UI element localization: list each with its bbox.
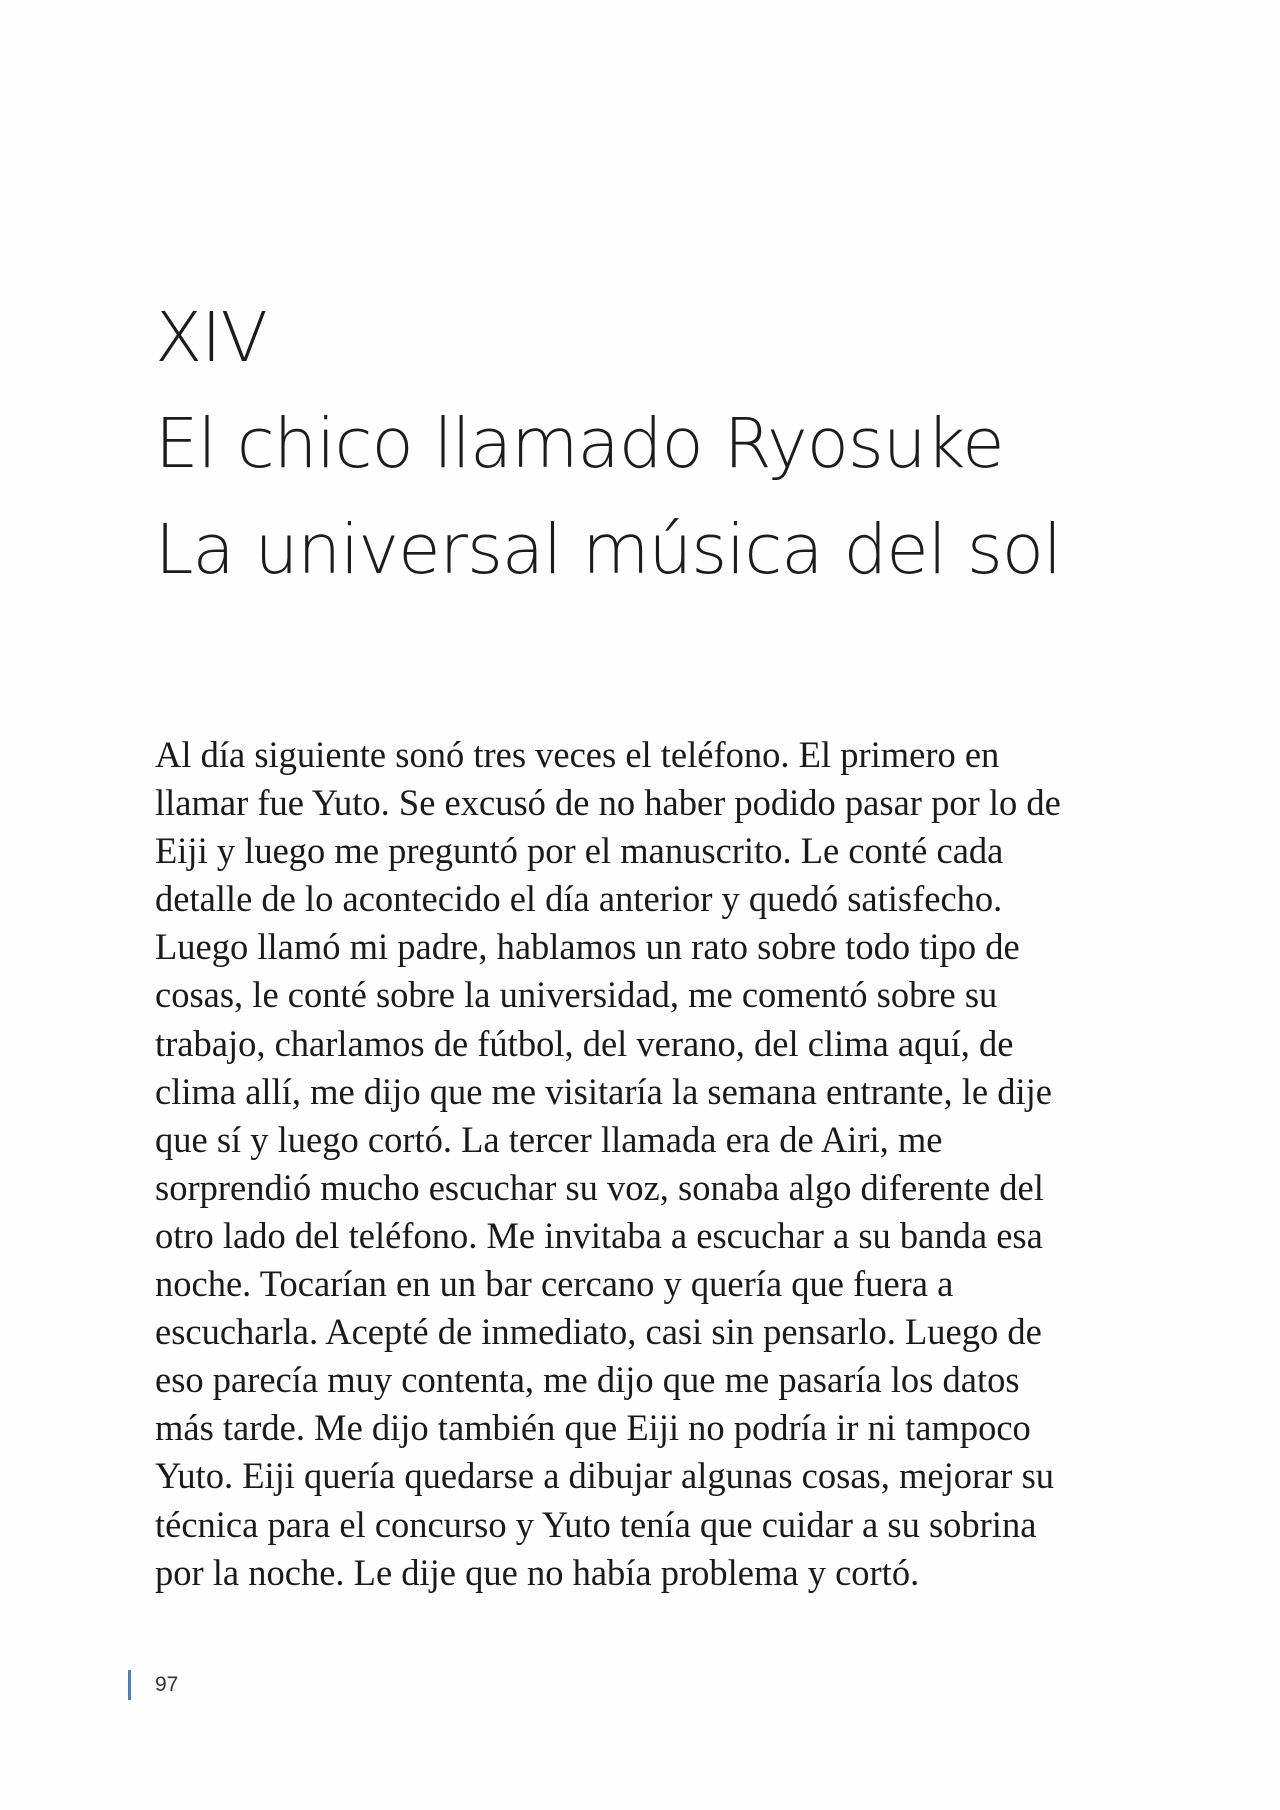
chapter-heading: [155, 285, 1155, 603]
body-line: trabajo, charlamos de fútbol, del verano, del clima aquí, de: [155, 1022, 1014, 1064]
body-line: Al día siguiente sonó tres veces el teléfono. El primero en: [155, 734, 1000, 775]
chapter-number: XIV: [155, 298, 267, 378]
body-line: más tarde. Me dijo también que Eiji no podría ir ni tampoco: [155, 1407, 1031, 1449]
body-line: clima allí, me dijo que me visitaría la semana entrante, le dije: [155, 1070, 1052, 1112]
body-line: detalle de lo acontecido el día anterior y quedó satisfecho.: [155, 878, 1003, 920]
body-line: por la noche. Le dije que no había problema y cortó.: [155, 1551, 920, 1593]
body-line: técnica para el concurso y Yuto tenía que cuidar a su sobrina: [155, 1503, 1037, 1545]
chapter-title-line-1: El chico llamado Ryosuke: [155, 404, 1004, 484]
body-line: sorprendió mucho escuchar su voz, sonaba algo diferente del: [155, 1166, 1044, 1208]
body-paragraph: [155, 731, 1135, 1597]
body-line: que sí y luego cortó. La tercer llamada era de Airi, me: [155, 1118, 943, 1160]
body-line: otro lado del teléfono. Me invitaba a escuchar a su banda esa: [155, 1214, 1043, 1256]
chapter-title-line-2: La universal música del sol: [155, 510, 1062, 590]
body-line: Luego llamó mi padre, hablamos un rato sobre todo tipo de: [155, 926, 1020, 968]
body-line: Eiji y luego me preguntó por el manuscrito. Le conté cada: [155, 830, 1004, 872]
body-line: cosas, le conté sobre la universidad, me comentó sobre su: [155, 974, 998, 1016]
page-footer: [128, 1670, 178, 1700]
body-line: escucharla. Acepté de inmediato, casi sin pensarlo. Luego de: [155, 1311, 1042, 1353]
body-line: noche. Tocarían en un bar cercano y quería que fuera a: [155, 1263, 954, 1305]
body-line: llamar fue Yuto. Se excusó de no haber podido pasar por lo de: [155, 782, 1061, 824]
body-line: eso parecía muy contenta, me dijo que me pasaría los datos: [155, 1359, 1020, 1401]
page-number: 97: [155, 1673, 179, 1696]
footer-rule: [128, 1670, 131, 1700]
body-line: Yuto. Eiji quería quedarse a dibujar algunas cosas, mejorar su: [155, 1455, 1055, 1497]
